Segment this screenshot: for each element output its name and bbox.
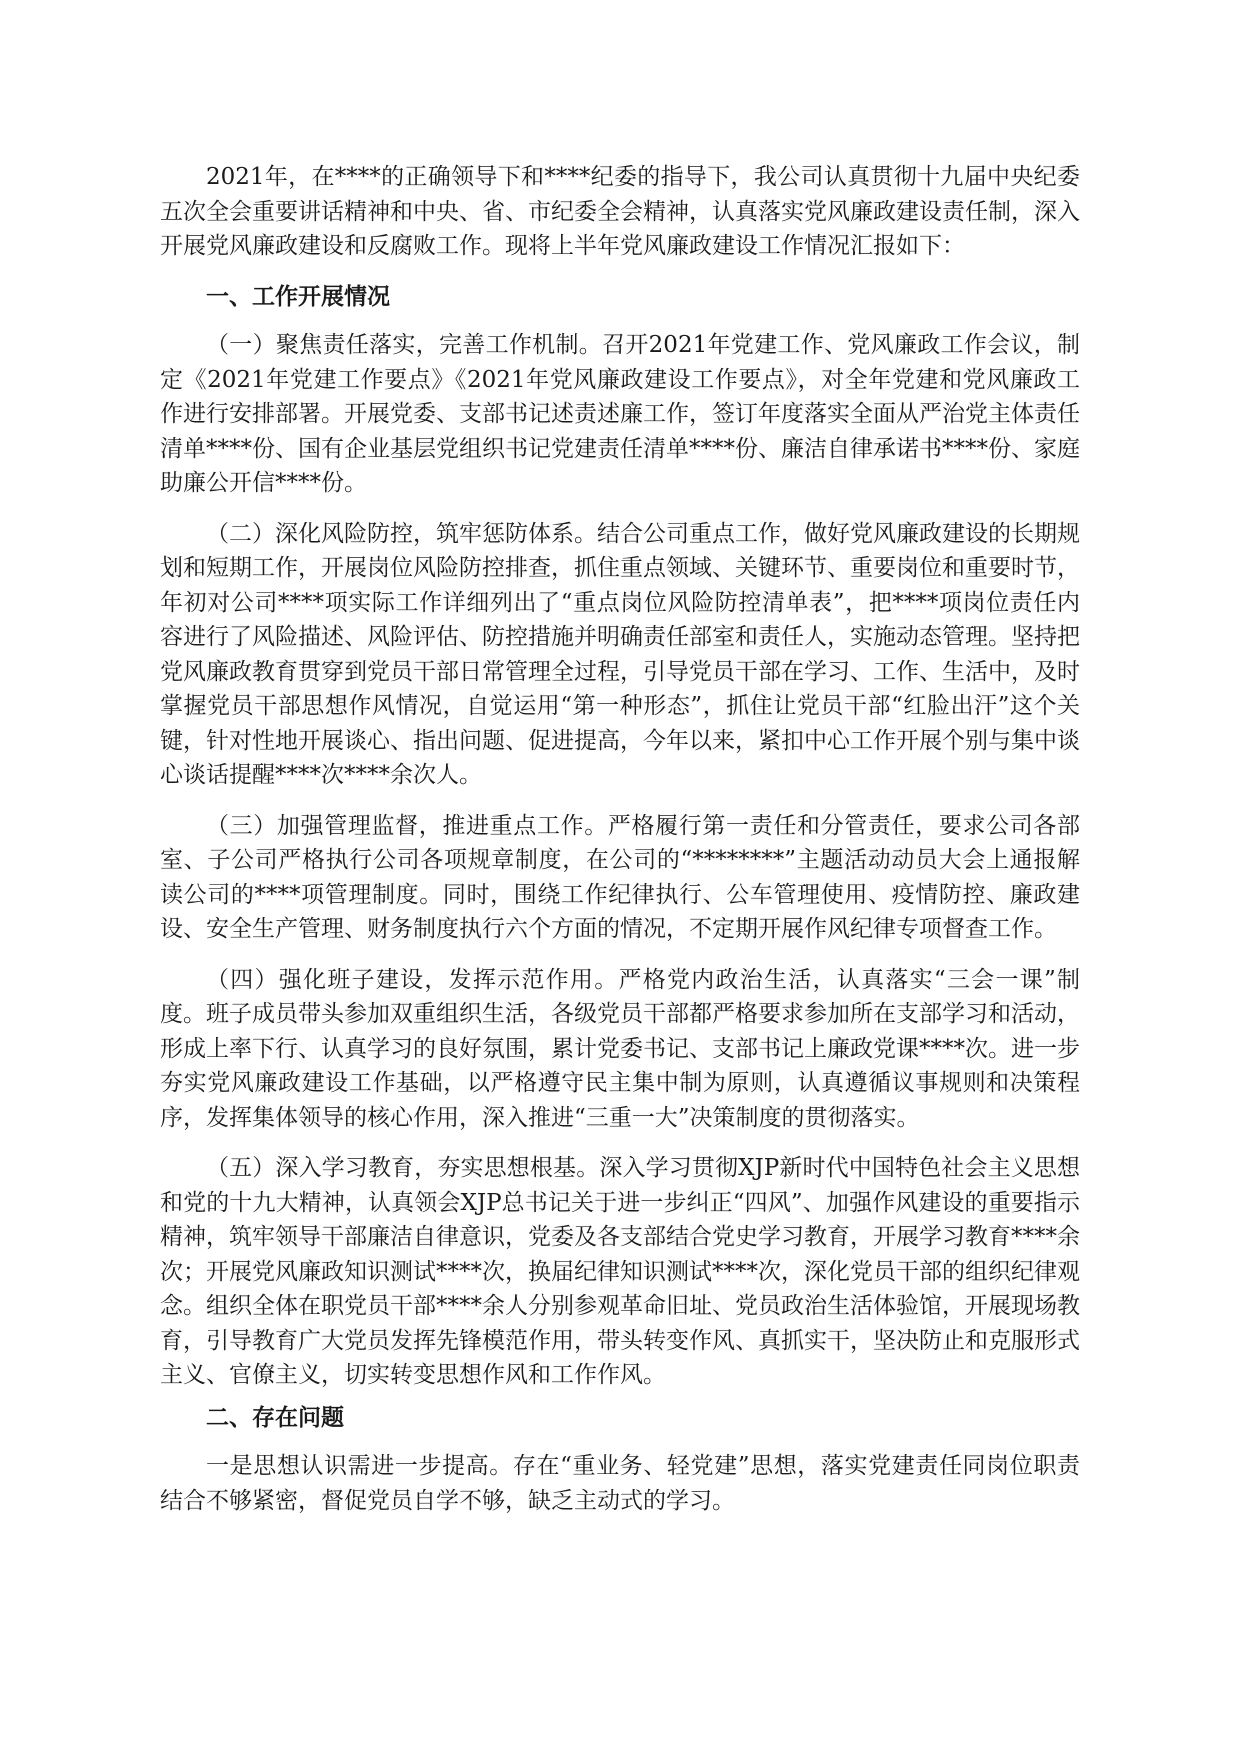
paragraph-problem-one: 一是思想认识需进一步提高。存在“重业务、轻党建”思想，落实党建责任同岗位职责结合不够紧密，督促党员自学不够，缺乏主动式的学习。 — [160, 1453, 1080, 1514]
paragraph-study-education: （五）深入学习教育，夯实思想根基。深入学习贯彻XJP新时代中国特色社会主义思想和党的十九大精神，认真领会XJP总书记关于进一步纠正“四风”、加强作风建设的重要指示精神，筑牢领导干部廉洁自律意识，党委及各支部结合党史学习教育，开展学习教育****余次；开展党风廉政知识测试****次，换届纪律知识测试****次，深化党员干部的组织纪律观念。组织全体在职党员干部****余人分别参观革命旧址、党员政治生活体验馆，开展现场教育，引导教育广大党员发挥先锋模范作用，带头转变作风、真抓实干，坚决防止和克服形式主义、官僚主义，切实转变思想作风和工作作风。 — [160, 1155, 1080, 1388]
paragraph-responsibility: （一）聚焦责任落实，完善工作机制。召开2021年党建工作、党风廉政工作会议，制定《2021年党建工作要点》《2021年党风廉政建设工作要点》，对全年党建和党风廉政工作进行安排部署。开展党委、支部书记述责述廉工作，签订年度落实全面从严治党主体责任清单****份、国有企业基层党组织书记党建责任清单****份、廉洁自律承诺书****份、家庭助廉公开信****份。 — [160, 332, 1080, 496]
paragraph-team-building: （四）强化班子建设，发挥示范作用。严格党内政治生活，认真落实“三会一课”制度。班子成员带头参加双重组织生活，各级党员干部都严格要求参加所在支部学习和活动，形成上率下行、认真学习的良好氛围，累计党委书记、支部书记上廉政党课****次。进一步夯实党风廉政建设工作基础，以严格遵守民主集中制为原则，认真遵循议事规则和决策程序，发挥集体领导的核心作用，深入推进“三重一大”决策制度的贯彻落实。 — [160, 966, 1080, 1131]
paragraph-supervision: （三）加强管理监督，推进重点工作。严格履行第一责任和分管责任，要求公司各部室、子公司严格执行公司各项规章制度，在公司的“********”主题活动动员大会上通报解读公司的****项管理制度。同时，围绕工作纪律执行、公车管理使用、疫情防控、廉政建设、安全生产管理、财务制度执行六个方面的情况，不定期开展作风纪律专项督查工作。 — [160, 812, 1080, 942]
section-heading-work-progress: 一、工作开展情况 — [206, 283, 390, 310]
document-page — [160, 160, 1080, 1534]
section-heading-problems: 二、存在问题 — [206, 1404, 344, 1431]
paragraph-risk-control: （二）深化风险防控，筑牢惩防体系。结合公司重点工作，做好党风廉政建设的长期规划和短期工作，开展岗位风险防控排查，抓住重点领域、关键环节、重要岗位和重要时节，年初对公司****项实际工作详细列出了“重点岗位风险防控清单表”，把****项岗位责任内容进行了风险描述、风险评估、防控措施并明确责任部室和责任人，实施动态管理。坚持把党风廉政教育贯穿到党员干部日常管理全过程，引导党员干部在学习、工作、生活中，及时掌握党员干部思想作风情况，自觉运用“第一种形态”，抓住让党员干部“红脸出汗”这个关键，针对性地开展谈心、指出问题、促进提高，今年以来，紧扣中心工作开展个别与集中谈心谈话提醒****次****余次人。 — [160, 520, 1080, 788]
intro-paragraph: 2021年，在****的正确领导下和****纪委的指导下，我公司认真贯彻十九届中央纪委五次全会重要讲话精神和中央、省、市纪委全会精神，认真落实党风廉政建设责任制，深入开展党风廉政建设和反腐败工作。现将上半年党风廉政建设工作情况汇报如下： — [160, 164, 1080, 259]
